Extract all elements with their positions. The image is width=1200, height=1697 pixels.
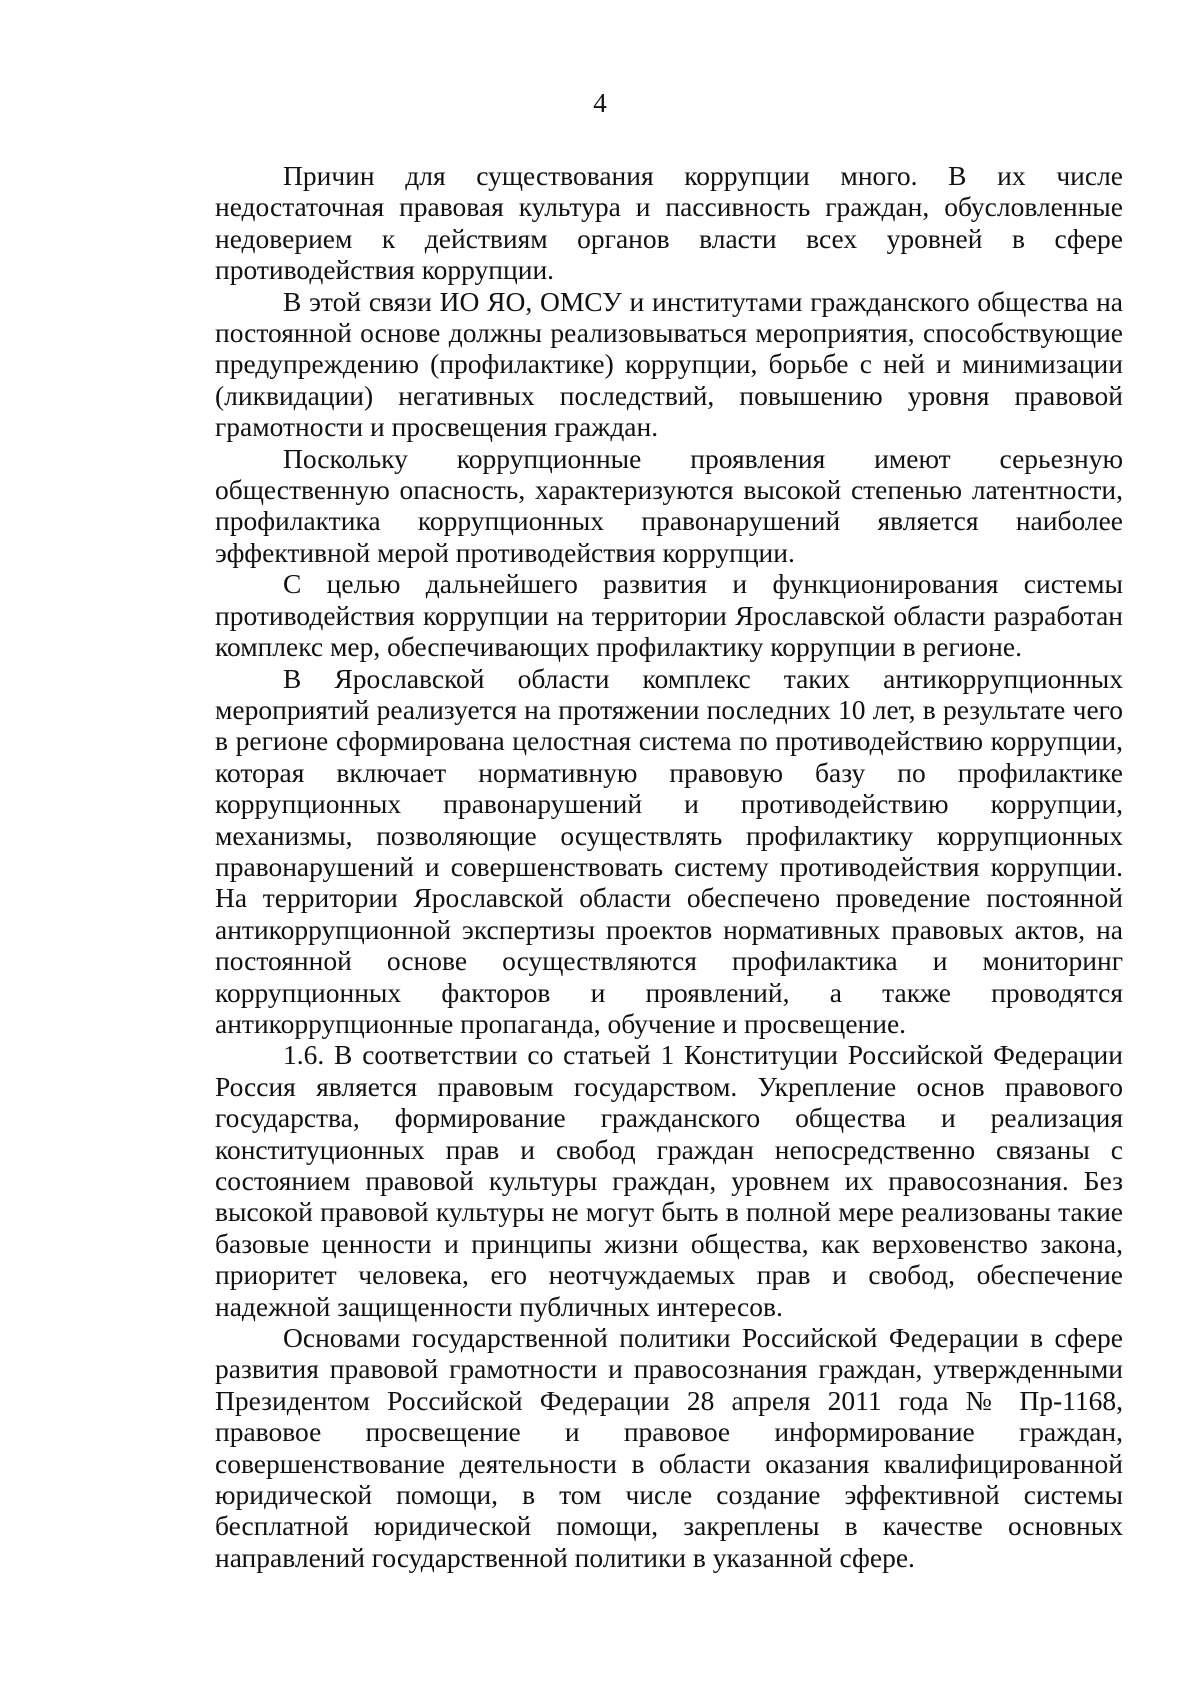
- paragraph-state-policy: Основами государственной политики Российской Федерации в сфере развития правовой грамотности и правосознания граждан, утвержденными Президентом Российской Федерации 28 апреля 2011 года № Пр-1168, правовое просвещение и правовое информирование граждан, совершенствование деятельности в области оказания квалифицированной юридической помощи, в том числе создание эффективной системы бесплатной юридической помощи, закреплены в качестве основных направлений государственной политики в указанной сфере.: [215, 1322, 1123, 1573]
- paragraph-measures: В этой связи ИО ЯО, ОМСУ и институтами гражданского общества на постоянной основе должны реализовываться мероприятия, способствующие предупреждению (профилактике) коррупции, борьбе с ней и минимизации (ликвидации) негативных последствий, повышению уровня правовой грамотности и просвещения граждан.: [215, 285, 1123, 443]
- page-number: 4: [593, 88, 607, 118]
- paragraph-yaroslavl-system: В Ярославской области комплекс таких антикоррупционных мероприятий реализуется на протяжении последних 10 лет, в результате чего в регионе сформирована целостная система по противодействию коррупции, которая включает нормативную правовую базу по профилактике коррупционных правонарушений и противодействию коррупции, механизмы, позволяющие осуществлять профилактику коррупционных правонарушений и совершенствовать систему противодействия коррупции. На территории Ярославской области обеспечено проведение постоянной антикоррупционной экспертизы проектов нормативных правовых актов, на постоянной основе осуществляются профилактика и мониторинг коррупционных факторов и проявлений, а также проводятся антикоррупционные пропаганда, обучение и просвещение.: [215, 662, 1123, 1039]
- body-text: [215, 160, 1123, 1573]
- paragraph-complex-of-measures: С целью дальнейшего развития и функционирования системы противодействия коррупции на территории Ярославской области разработан комплекс мер, обеспечивающих профилактику коррупции в регионе.: [215, 568, 1123, 663]
- paragraph-corruption-causes: Причин для существования коррупции много. В их числе недостаточная правовая культура и пассивность граждан, обусловленные недоверием к действиям органов власти всех уровней в сфере противодействия коррупции.: [215, 160, 1123, 286]
- paragraph-section-1-6: 1.6. В соответствии со статьей 1 Конституции Российской Федерации Россия является правовым государством. Укрепление основ правового государства, формирование гражданского общества и реализация конституционных прав и свобод граждан непосредственно связаны с состоянием правовой культуры граждан, уровнем их правосознания. Без высокой правовой культуры не могут быть в полной мере реализованы такие базовые ценности и принципы жизни общества, как верховенство закона, приоритет человека, его неотчуждаемых прав и свобод, обеспечение надежной защищенности публичных интересов.: [215, 1039, 1123, 1322]
- paragraph-prevention: Поскольку коррупционные проявления имеют серьезную общественную опасность, характеризуются высокой степенью латентности, профилактика коррупционных правонарушений является наиболее эффективной мерой противодействия коррупции.: [215, 442, 1123, 568]
